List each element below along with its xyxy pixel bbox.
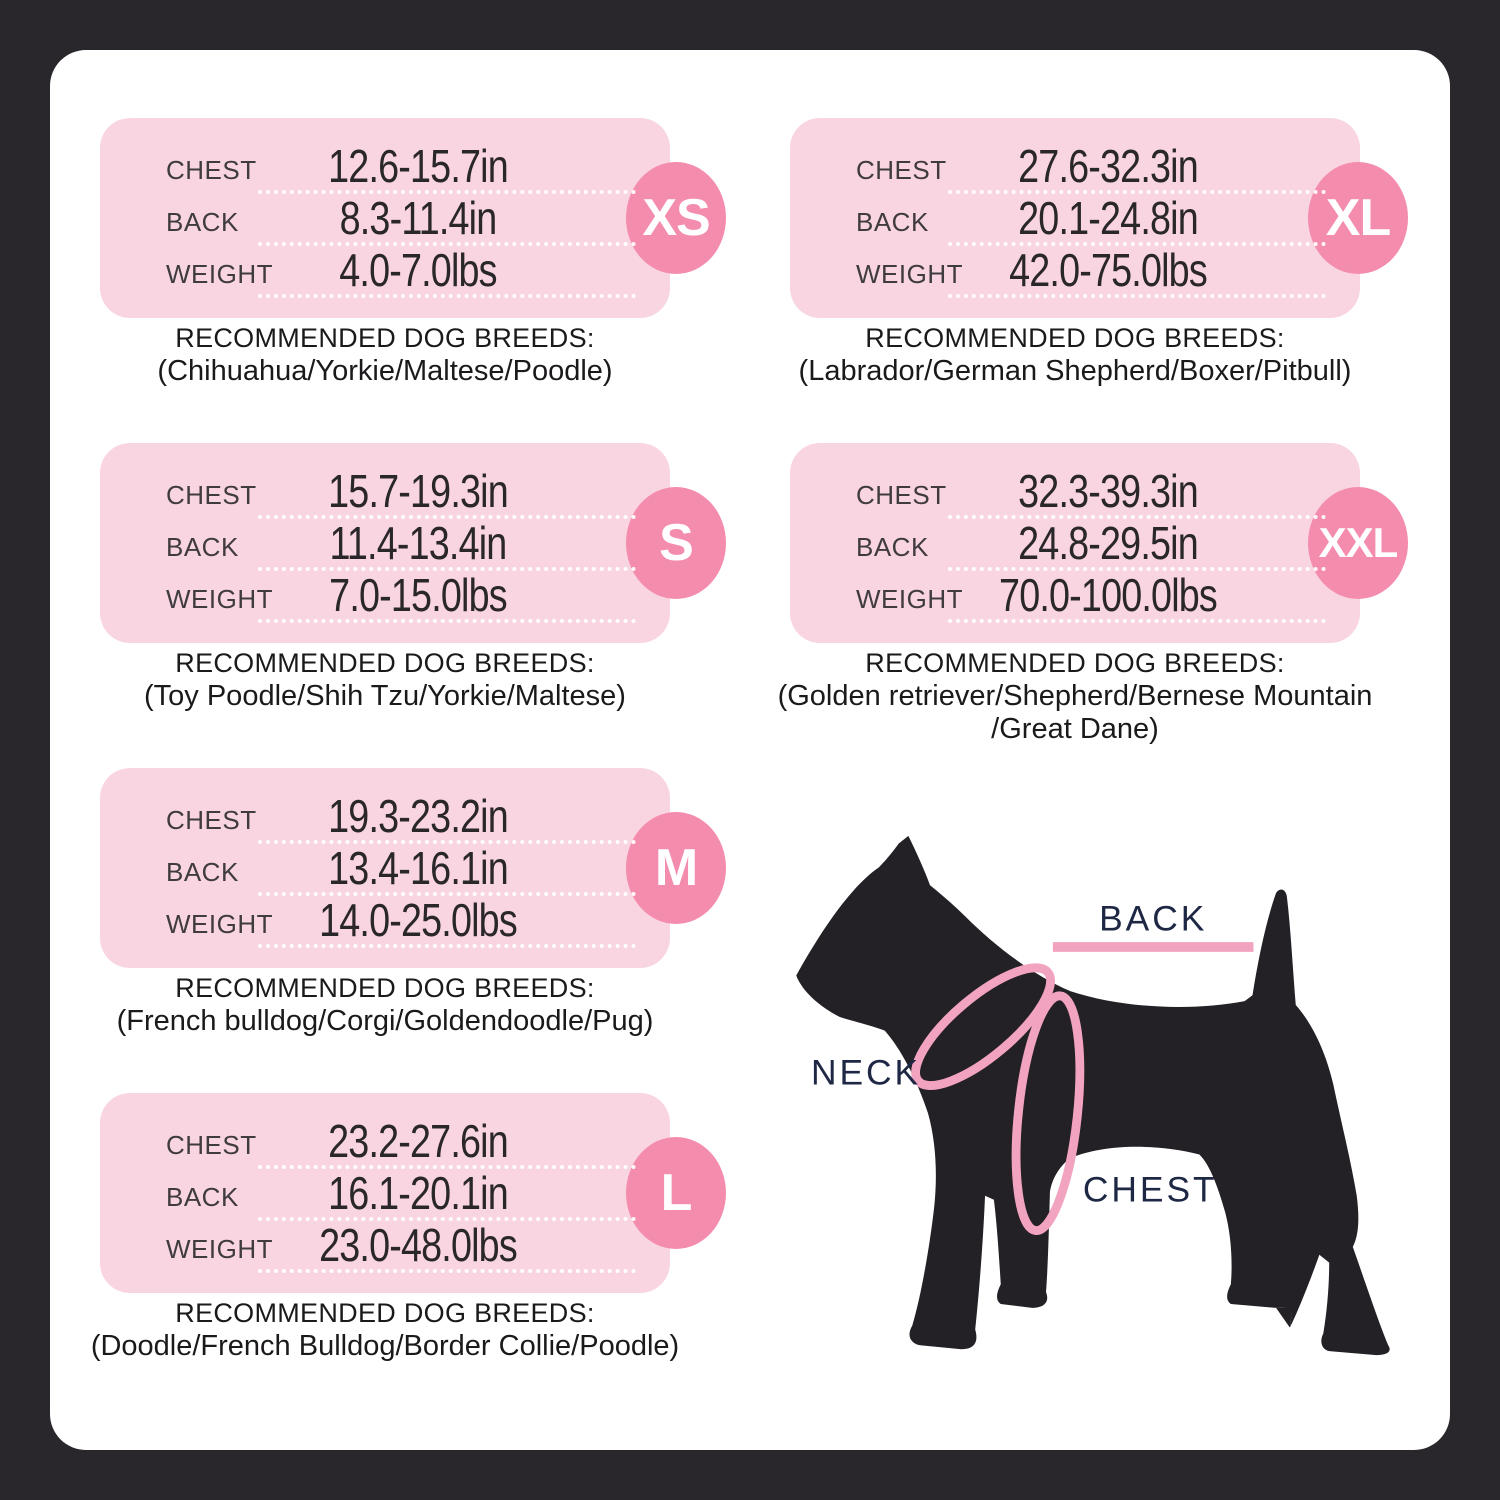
weight-value: 14.0-25.0lbs xyxy=(319,894,517,946)
weight-label: WEIGHT xyxy=(166,908,273,939)
weight-label: WEIGHT xyxy=(166,1233,273,1264)
breeds-s xyxy=(60,647,710,713)
chest-row xyxy=(856,140,1330,196)
chest-row xyxy=(856,465,1330,521)
chest-label: CHEST xyxy=(856,154,947,185)
rear-leg-fix xyxy=(1276,1306,1292,1327)
breeds-title: RECOMMENDED DOG BREEDS: xyxy=(865,648,1285,678)
breeds-title: RECOMMENDED DOG BREEDS: xyxy=(175,1298,595,1328)
back-label: BACK xyxy=(166,856,239,887)
breeds-list: (Labrador/German Shepherd/Boxer/Pitbull) xyxy=(798,355,1352,387)
breeds-list: /Great Dane) xyxy=(991,713,1159,745)
back-label: BACK xyxy=(166,531,239,562)
back-row xyxy=(856,517,1330,573)
weight-label: WEIGHT xyxy=(856,258,963,289)
back-row xyxy=(856,192,1330,248)
weight-label: WEIGHT xyxy=(166,583,273,614)
chest-row xyxy=(166,465,640,521)
weight-label: WEIGHT xyxy=(166,258,273,289)
weight-value: 7.0-15.0lbs xyxy=(329,569,507,621)
size-panel-s xyxy=(100,443,670,643)
breeds-m xyxy=(60,972,710,1038)
size-panel-l xyxy=(100,1093,670,1293)
breeds-xs xyxy=(60,322,710,388)
weight-value: 70.0-100.0lbs xyxy=(999,569,1217,621)
breeds-list: (Toy Poodle/Shih Tzu/Yorkie/Maltese) xyxy=(144,680,626,712)
chest-label: CHEST xyxy=(166,1129,257,1160)
neck-diagram-label: NECK xyxy=(810,1052,922,1093)
breeds-list: (Golden retriever/Shepherd/Bernese Mountain xyxy=(777,680,1373,712)
back-label: BACK xyxy=(856,531,929,562)
chest-row xyxy=(166,1115,640,1171)
size-badge-xxl: XXL xyxy=(1308,487,1408,599)
breeds-list: (Chihuahua/Yorkie/Maltese/Poodle) xyxy=(157,355,613,387)
size-panel-xs xyxy=(100,118,670,318)
back-value: 11.4-13.4in xyxy=(329,517,507,569)
size-badge-l: L xyxy=(626,1137,726,1249)
breeds-l xyxy=(60,1297,710,1363)
size-panel-m xyxy=(100,768,670,968)
breeds-list: (French bulldog/Corgi/Goldendoodle/Pug) xyxy=(116,1005,654,1037)
chest-row xyxy=(166,140,640,196)
chest-label: CHEST xyxy=(166,804,257,835)
weight-value: 4.0-7.0lbs xyxy=(339,244,497,296)
weight-row xyxy=(166,1219,640,1275)
back-label: BACK xyxy=(166,1181,239,1212)
breeds-xl xyxy=(750,322,1400,388)
back-row xyxy=(166,192,640,248)
size-badge-xl: XL xyxy=(1308,162,1408,274)
back-value: 8.3-11.4in xyxy=(339,192,497,244)
weight-row xyxy=(166,569,640,625)
back-row xyxy=(166,842,640,898)
back-value: 16.1-20.1in xyxy=(328,1167,508,1219)
size-badge-xs: XS xyxy=(626,162,726,274)
back-label: BACK xyxy=(856,206,929,237)
back-value: 20.1-24.8in xyxy=(1018,192,1198,244)
breeds-title: RECOMMENDED DOG BREEDS: xyxy=(175,323,595,353)
breeds-title: RECOMMENDED DOG BREEDS: xyxy=(175,648,595,678)
chest-label: CHEST xyxy=(856,479,947,510)
dog-diagram-svg xyxy=(790,830,1420,1420)
chest-value: 27.6-32.3in xyxy=(1018,140,1198,192)
back-value: 13.4-16.1in xyxy=(328,842,508,894)
chest-row xyxy=(166,790,640,846)
back-row xyxy=(166,1167,640,1223)
back-label: BACK xyxy=(166,206,239,237)
size-panel-xxl xyxy=(790,443,1360,643)
weight-label: WEIGHT xyxy=(856,583,963,614)
size-badge-s: S xyxy=(626,487,726,599)
chest-value: 15.7-19.3in xyxy=(328,465,508,517)
chest-value: 32.3-39.3in xyxy=(1018,465,1198,517)
dog-silhouette xyxy=(796,836,1389,1355)
chest-value: 12.6-15.7in xyxy=(328,140,508,192)
chest-label: CHEST xyxy=(166,154,257,185)
breeds-title: RECOMMENDED DOG BREEDS: xyxy=(865,323,1285,353)
dog-measurement-diagram xyxy=(790,830,1420,1420)
white-card xyxy=(50,50,1450,1450)
back-row xyxy=(166,517,640,573)
weight-value: 42.0-75.0lbs xyxy=(1009,244,1207,296)
chest-diagram-label: CHEST xyxy=(1082,1169,1218,1210)
back-diagram-label: BACK xyxy=(1099,898,1208,939)
weight-value: 23.0-48.0lbs xyxy=(319,1219,517,1271)
chest-value: 19.3-23.2in xyxy=(328,790,508,842)
weight-row xyxy=(856,569,1330,625)
breeds-title: RECOMMENDED DOG BREEDS: xyxy=(175,973,595,1003)
weight-row xyxy=(166,894,640,950)
size-panel-xl xyxy=(790,118,1360,318)
size-badge-m: M xyxy=(626,812,726,924)
chest-value: 23.2-27.6in xyxy=(328,1115,508,1167)
weight-row xyxy=(166,244,640,300)
breeds-xxl xyxy=(750,647,1400,746)
back-value: 24.8-29.5in xyxy=(1018,517,1198,569)
weight-row xyxy=(856,244,1330,300)
breeds-list: (Doodle/French Bulldog/Border Collie/Poodle) xyxy=(90,1330,680,1362)
chest-label: CHEST xyxy=(166,479,257,510)
